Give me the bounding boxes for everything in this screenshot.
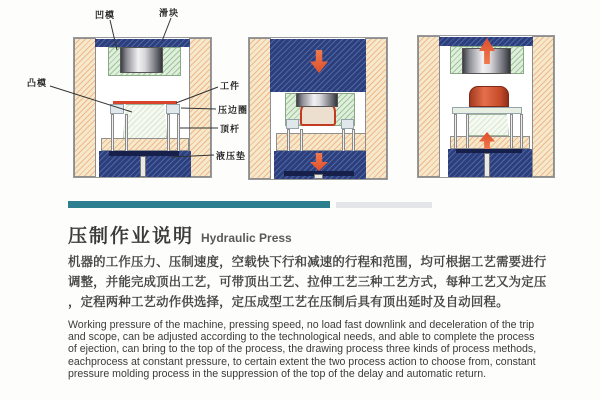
ejector-pin (352, 129, 355, 153)
paragraph-chinese (68, 252, 558, 312)
paragraph-chinese-line: ，定程两种工艺动作供选择，定压成型工艺在压制后具有顶出延时及自动回程。 (68, 295, 509, 309)
section-title-en: Hydraulic Press (201, 231, 292, 245)
formed-workpiece (469, 86, 509, 107)
frame-column-left (249, 38, 271, 179)
ejector-pin (520, 114, 523, 149)
blank-holder-left (286, 119, 299, 129)
frame-column-left (418, 36, 440, 177)
label-hydraulic-cushion: 液压垫 (216, 151, 247, 161)
frame-column-left (74, 38, 96, 177)
label-blank-holder: 压边圈 (218, 105, 249, 115)
blank-holder-left (110, 104, 124, 114)
ejector-pin (125, 114, 128, 152)
label-ejector-pin: 顶杆 (220, 124, 241, 134)
label-workpiece: 工件 (220, 81, 241, 91)
lower-punch (123, 104, 167, 140)
paragraph-english-line: pressure molding process in the suppression of the top of the delay and automatic return. (68, 367, 487, 380)
ejector-pin (510, 114, 513, 149)
ejector-pin (300, 129, 303, 153)
cushion-rod-slot (314, 174, 323, 179)
section-divider-teal (68, 201, 330, 208)
frame-column-right (189, 38, 211, 177)
ejector-pin (111, 114, 114, 152)
ejector-pin (466, 114, 469, 149)
blank-holder-ring (452, 107, 522, 114)
slide-block (95, 39, 190, 47)
blank-holder-right (166, 104, 180, 114)
die-cylinder (296, 93, 338, 107)
section-title-zh: 压制作业说明 (68, 226, 195, 247)
press-diagram-stage-1 (73, 37, 212, 178)
paragraph-english-line: Working pressure of the machine, pressing speed, no load fast downlink and deceleration of the trip (68, 319, 535, 331)
press-diagram-stage-2 (248, 37, 388, 180)
label-punch: 凸模 (27, 78, 48, 88)
ejector-pin (454, 114, 457, 149)
paragraph-english-line: of ejection, can bring to the top of the process, the drawing process three kinds of process methods, (68, 343, 537, 356)
paragraph-chinese-line: 调整，并能完成顶出工艺，可带顶出工艺、拉伸工艺三种工艺方式，每种工艺又为定压 (68, 275, 547, 289)
blank-holder-right (341, 119, 354, 129)
ejector-pin (287, 129, 290, 153)
frame-column-right (365, 38, 387, 179)
frame-column-right (532, 36, 554, 177)
paragraph-english-line: eachprocess at constant pressure, to certain extent the two process action to choose from, constant (68, 355, 536, 368)
press-diagram-stage-3 (417, 35, 555, 178)
section-divider-gray (336, 202, 432, 208)
ejector-pin (177, 114, 180, 152)
hydraulic-cushion (448, 149, 532, 177)
bolster-plate (101, 138, 189, 151)
label-slide: 滑块 (159, 8, 180, 18)
paragraph-chinese-line: 机器的工作压力、压制速度，空载快下行和减速的行程和范围，均可根据工艺需要进行 (68, 255, 547, 269)
die-cylinder (120, 47, 163, 73)
ejector-pin (167, 114, 170, 152)
paragraph-english (68, 319, 560, 380)
cushion-rod-slot (140, 156, 146, 177)
label-die: 凹模 (95, 10, 116, 20)
paragraph-english-line: and scope, can be adjusted according to the technological needs, and able to complete the process (68, 331, 535, 344)
cushion-rod-slot (484, 153, 490, 177)
ejector-pin (342, 129, 345, 153)
section-title (68, 221, 292, 248)
